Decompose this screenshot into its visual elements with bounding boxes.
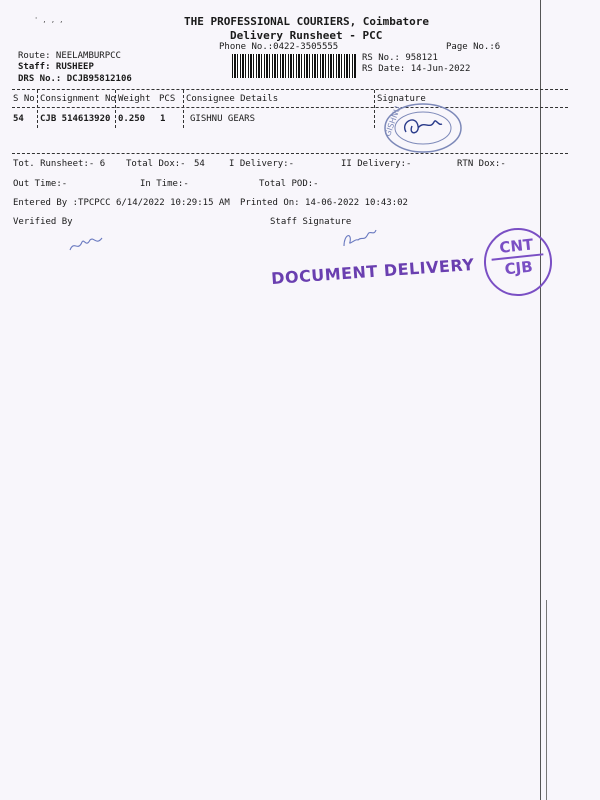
cnt-cjb-stamp bbox=[481, 225, 556, 300]
rs-date: RS Date: 14-Jun-2022 bbox=[362, 64, 471, 74]
header-consignee: Consignee Details bbox=[186, 94, 279, 104]
page-edge-line-2 bbox=[546, 600, 547, 800]
total-dox-label: Total Dox:- bbox=[126, 159, 186, 169]
receiver-stamp-icon bbox=[378, 100, 464, 154]
phone-number: Phone No.:0422-3505555 bbox=[219, 42, 339, 52]
col-divider bbox=[374, 90, 375, 128]
route: Route: NEELAMBURPCC bbox=[18, 51, 121, 61]
row-consignee: GISHNU GEARS bbox=[190, 114, 256, 124]
corner-marks: ' , , , bbox=[34, 16, 64, 24]
page-edge-line bbox=[540, 0, 541, 800]
printed-on: Printed On: 14-06-2022 10:43:02 bbox=[240, 198, 408, 208]
header-signature: Signature bbox=[377, 94, 426, 104]
header-rule bbox=[12, 107, 568, 108]
row-weight: 0.250 bbox=[118, 114, 146, 124]
row-sno: 54 bbox=[13, 114, 24, 124]
barcode bbox=[232, 54, 356, 78]
entered-by: Entered By :TPCPCC 6/14/2022 10:29:15 AM bbox=[13, 198, 230, 208]
staff-signature bbox=[340, 224, 380, 250]
header-pcs: PCS bbox=[159, 94, 176, 104]
staff-signature-label: Staff Signature bbox=[270, 217, 352, 227]
table-bottom-rule bbox=[12, 153, 568, 154]
svg-text:GISHNU: GISHNU bbox=[383, 105, 403, 138]
in-time: In Time:- bbox=[140, 179, 189, 189]
rs-number: RS No.: 958121 bbox=[362, 53, 438, 63]
rtn-dox: RTN Dox:- bbox=[457, 159, 506, 169]
verifier-signature bbox=[68, 230, 108, 254]
total-pod: Total POD:- bbox=[259, 179, 319, 189]
row-consignment: CJB 514613920 bbox=[40, 114, 111, 124]
document-delivery-stamp: DOCUMENT DELIVERY bbox=[270, 254, 475, 289]
verified-by: Verified By bbox=[13, 217, 73, 227]
total-dox-value: 54 bbox=[194, 159, 205, 169]
header-sno: S No bbox=[13, 94, 35, 104]
col-divider bbox=[37, 90, 38, 128]
tot-runsheet: Tot. Runsheet:- 6 bbox=[13, 159, 106, 169]
cnt-stamp-top: CNT bbox=[498, 235, 535, 257]
drs-number: DRS No.: DCJB95812106 bbox=[18, 74, 132, 84]
page-number: Page No.:6 bbox=[446, 42, 501, 52]
header-consignment: Consignment No bbox=[40, 94, 116, 104]
table-top-rule bbox=[12, 89, 568, 90]
company-title: THE PROFESSIONAL COURIERS, Coimbatore bbox=[184, 15, 430, 28]
i-delivery: I Delivery:- bbox=[229, 159, 295, 169]
document-title: Delivery Runsheet - PCC bbox=[230, 29, 383, 42]
row-pcs: 1 bbox=[160, 114, 166, 124]
ii-delivery: II Delivery:- bbox=[341, 159, 412, 169]
header-weight: Weight bbox=[118, 94, 151, 104]
staff: Staff: RUSHEEP bbox=[18, 62, 94, 72]
cnt-stamp-bottom: CJB bbox=[503, 257, 534, 279]
out-time: Out Time:- bbox=[13, 179, 68, 189]
col-divider bbox=[183, 90, 184, 128]
